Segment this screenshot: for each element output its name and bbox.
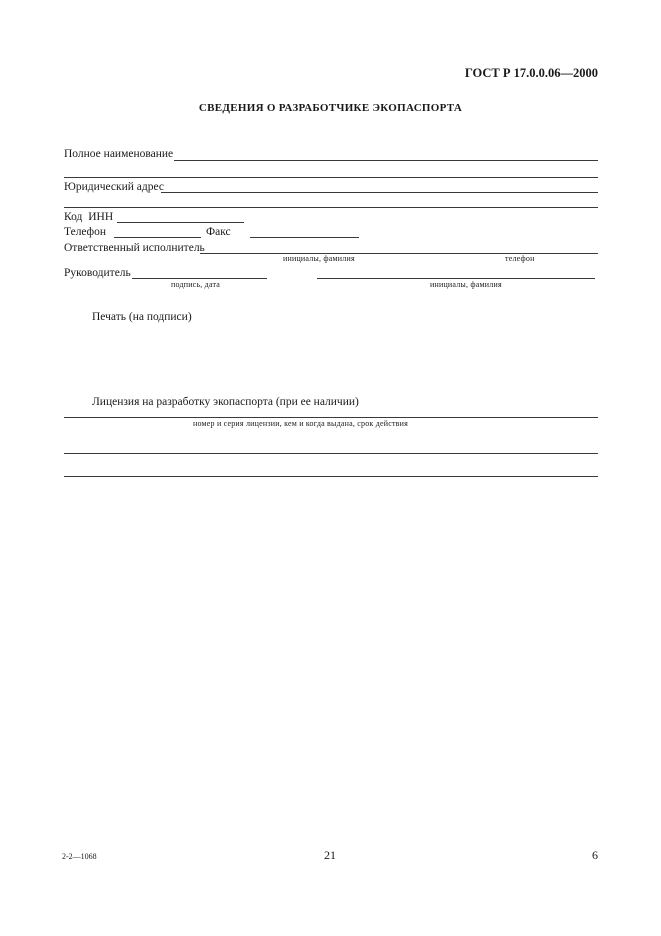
responsible-field[interactable] [200,253,598,254]
license-field-line-3[interactable] [64,476,598,477]
responsible-name-caption: инициалы, фамилия [283,254,355,263]
legal-address-field-continued[interactable] [64,207,598,208]
license-caption: номер и серия лицензии, кем и когда выдана, срок действия [193,419,408,428]
inn-label: Код ИНН [64,211,114,223]
head-name-field[interactable] [317,278,595,279]
head-signature-field[interactable] [132,278,267,279]
phone-label: Телефон [64,226,107,238]
head-name-caption: инициалы, фамилия [430,280,502,289]
page-number: 6 [592,848,598,862]
responsible-phone-caption: телефон [505,254,535,263]
center-page-number: 21 [324,848,336,862]
license-label: Лицензия на разработку экопаспорта (при ее наличии) [92,396,359,408]
head-signature-caption: подпись, дата [171,280,221,289]
full-name-field-continued[interactable] [64,177,598,178]
legal-address-field[interactable] [161,192,598,193]
phone-field[interactable] [114,237,201,238]
stamp-note: Печать (на подписи) [92,311,192,323]
full-name-label: Полное наименование [64,148,174,160]
license-field-line-2[interactable] [64,453,598,454]
license-field[interactable] [64,417,598,418]
responsible-label: Ответственный исполнитель [64,242,205,254]
legal-address-label: Юридический адрес [64,181,164,193]
fax-label: Факс [206,226,231,238]
print-code: 2-2—1068 [62,852,97,861]
page-title: СВЕДЕНИЯ О РАЗРАБОТЧИКЕ ЭКОПАСПОРТА [198,102,463,114]
full-name-field[interactable] [174,160,598,161]
head-label: Руководитель [64,267,131,279]
inn-field[interactable] [117,222,244,223]
document-header: ГОСТ Р 17.0.0.06—2000 [464,66,598,80]
fax-field[interactable] [250,237,359,238]
